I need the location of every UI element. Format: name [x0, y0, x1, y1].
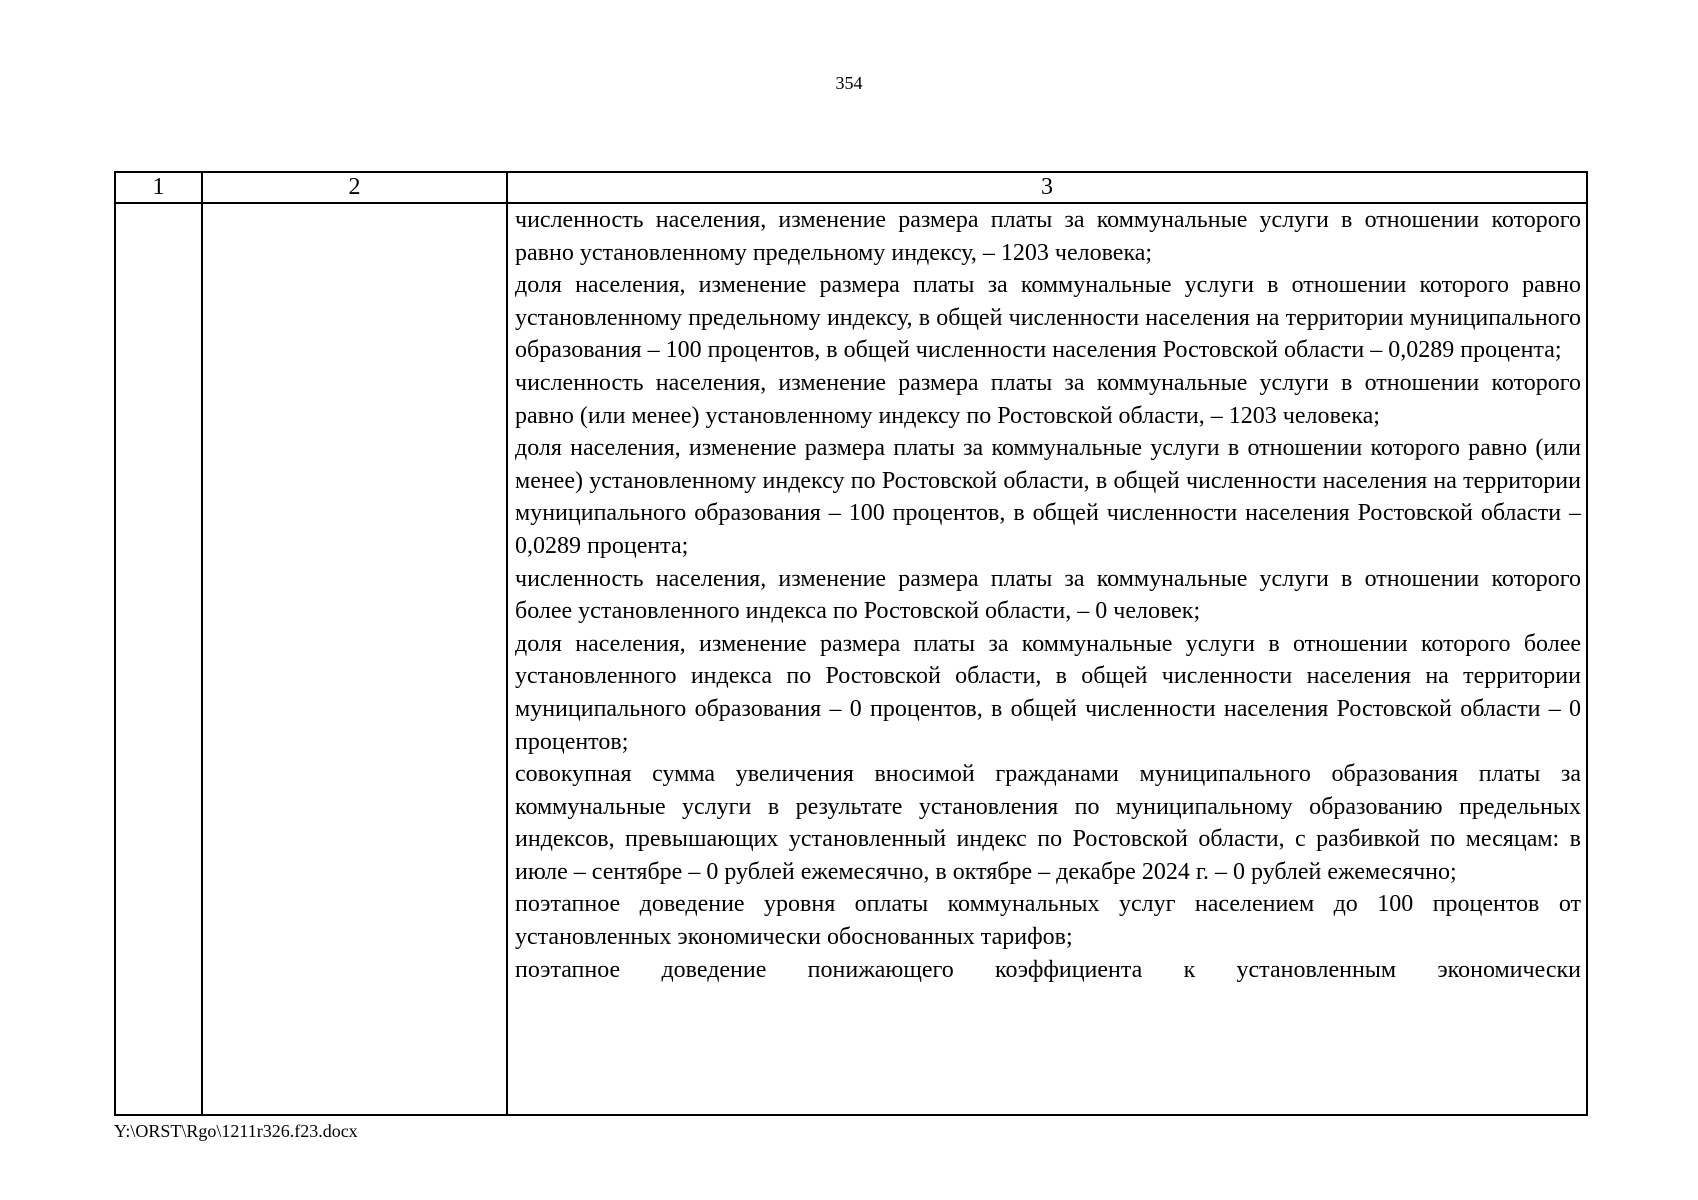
table-header-row — [115, 172, 1587, 203]
cell-col-3 — [507, 203, 1587, 1115]
document-table — [114, 171, 1588, 1116]
paragraph: совокупная сумма увеличения вносимой гражданами муниципального образования платы за коммунальные услуги в результате установления по муниципальному образованию предельных индексов, превышающих установленный индекс по Ростовской области, с разбивкой по месяцам: в июле – сентябре – 0 рублей ежемесячно, в октябре – декабре 2024 г. – 0 рублей ежемесячно; — [515, 761, 1581, 885]
paragraph: поэтапное доведение уровня оплаты коммунальных услуг населением до 100 процентов от установленных экономически обоснованных тарифов; — [515, 891, 1581, 951]
paragraph: численность населения, изменение размера платы за коммунальные услуги в отношении которого более установленного индекса по Ростовской области, – 0 человек; — [515, 565, 1581, 625]
column-header-2: 2 — [202, 172, 507, 203]
cell-col-1 — [115, 203, 202, 1115]
paragraph: доля населения, изменение размера платы за коммунальные услуги в отношении которого равно (или менее) установленному индексу по Ростовской области, в общей численности населения на территории муниципального образования – 100 процентов, в общей численности населения Ростовской области – 0,0289 процента; — [515, 435, 1581, 559]
paragraph: поэтапное доведение понижающего коэффициента к установленным экономически — [515, 956, 1581, 983]
footer-file-path: Y:\ORST\Rgo\1211r326.f23.docx — [114, 1121, 358, 1141]
paragraph: численность населения, изменение размера платы за коммунальные услуги в отношении которого равно (или менее) установленному индексу по Ростовской области, – 1203 человека; — [515, 369, 1581, 429]
paragraph: доля населения, изменение размера платы за коммунальные услуги в отношении которого равно установленному предельному индексу, в общей численности населения на территории муниципального образования – 100 процентов, в общей численности населения Ростовской области – 0,0289 процента; — [515, 272, 1581, 364]
column-header-3: 3 — [507, 172, 1587, 203]
table-row — [115, 203, 1587, 1115]
paragraph: численность населения, изменение размера платы за коммунальные услуги в отношении которого равно установленному предельному индексу, – 1203 человека; — [515, 207, 1581, 266]
column-header-1: 1 — [115, 172, 202, 203]
page-number: 354 — [835, 73, 863, 93]
paragraph: доля населения, изменение размера платы за коммунальные услуги в отношении которого более установленного индекса по Ростовской области, в общей численности населения на территории муниципального образования – 0 процентов, в общей численности населения Ростовской области – 0 процентов; — [515, 630, 1581, 755]
cell-col-2 — [202, 203, 507, 1115]
